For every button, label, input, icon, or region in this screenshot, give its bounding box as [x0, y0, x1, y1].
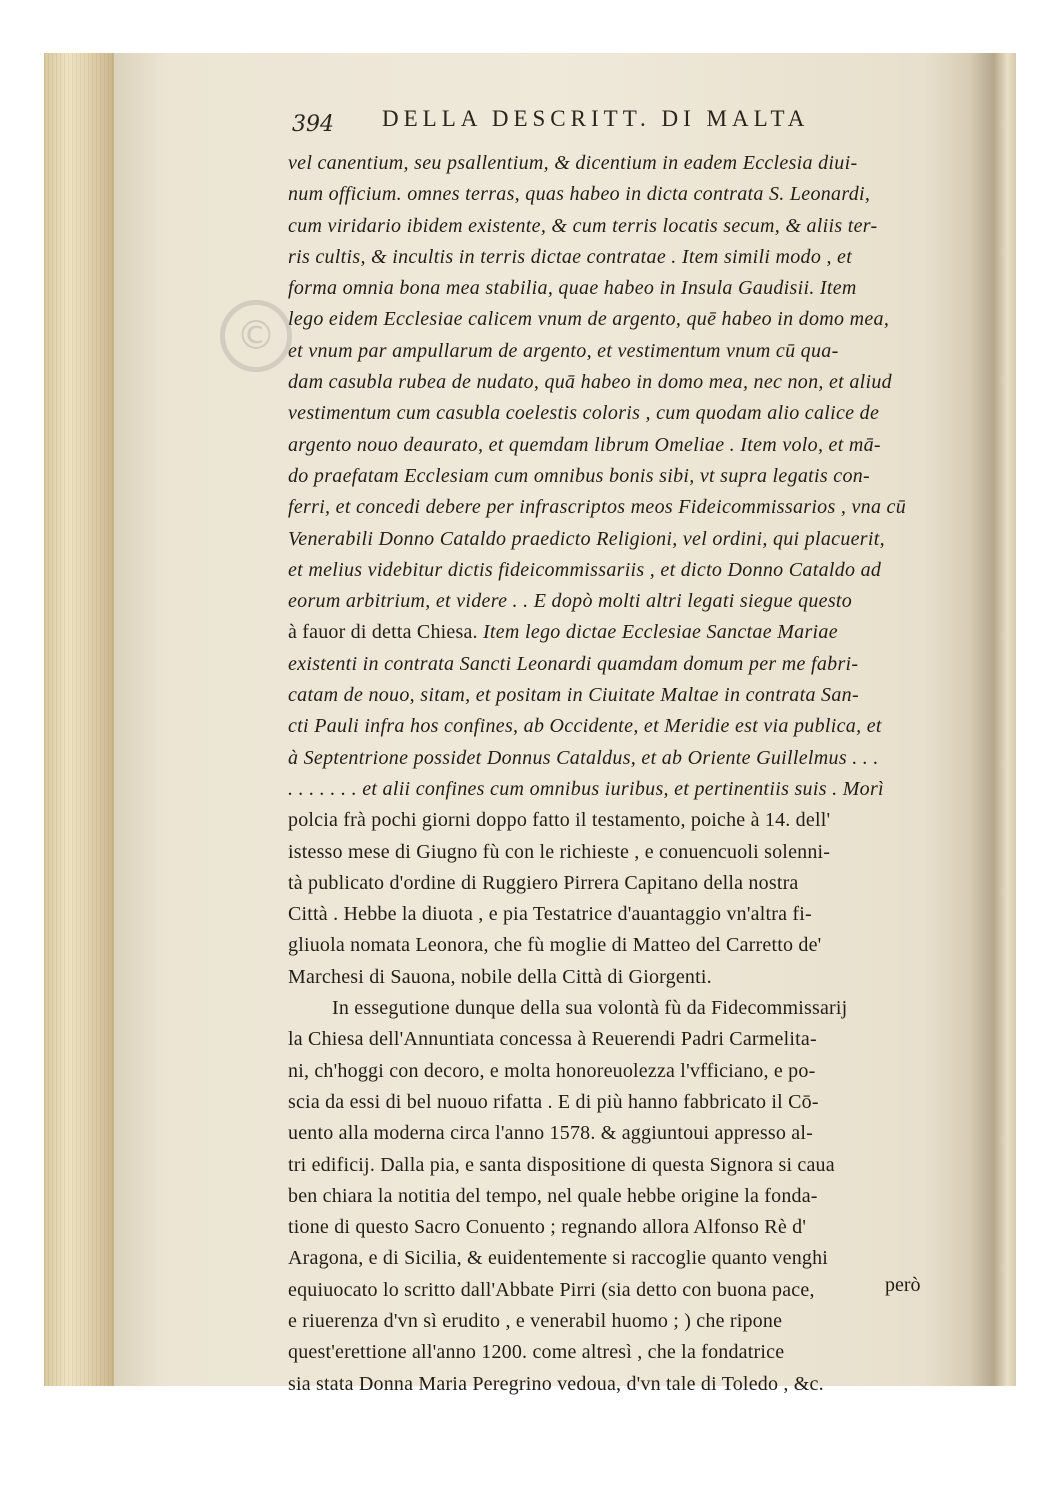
text-line: cum viridario ibidem existente, & cum terris locatis secum, & aliis ter-	[288, 214, 878, 237]
page-header	[292, 106, 892, 142]
text-line: equiuocato lo scritto dall'Abbate Pirri (sia detto con buona pace,	[288, 1278, 815, 1301]
text-line: Venerabili Donno Cataldo praedicto Religioni, vel ordini, qui placuerit,	[288, 527, 885, 550]
page-edge-texture	[44, 53, 114, 1386]
text-line: e riuerenza d'vn sì erudito , e venerabil huomo ; ) che ripone	[288, 1309, 783, 1332]
text-line: ferri, et concedi debere per infrascriptos meos Fideicommissarios , vna cū	[288, 496, 907, 519]
text-line-italic-part: Item lego dictae Ecclesiae Sanctae Mariae	[482, 621, 838, 644]
copyright-watermark-icon: ©	[220, 300, 292, 372]
running-title: DELLA DESCRITT. DI MALTA	[382, 106, 810, 131]
text-line: et melius videbitur dictis fideicommissariis , et dicto Donno Cataldo ad	[288, 558, 882, 581]
text-line: vestimentum cum casubla coelestis coloris , cum quodam alio calice de	[288, 402, 880, 425]
text-line: . . . . . . . et alii confines cum omnibus iuribus, et pertinentiis suis . Morì	[288, 777, 884, 800]
text-line: scia da essi di bel nuouo rifatta . E di più hanno fabbricato il Cō-	[288, 1090, 819, 1113]
text-line: num officium. omnes terras, quas habeo in dicta contrata S. Leonardi,	[288, 183, 871, 206]
text-line-roman-part: à fauor di detta Chiesa.	[288, 621, 483, 644]
text-line: et vnum par ampullarum de argento, et vestimentum vnum cū qua-	[288, 339, 839, 362]
text-line: quest'erettione all'anno 1200. come altresì , che la fondatrice	[288, 1341, 785, 1364]
text-line: ben chiara la notitia del tempo, nel quale hebbe origine la fonda-	[288, 1184, 818, 1207]
text-line: cti Pauli infra hos confines, ab Occidente, et Meridie est via publica, et	[288, 715, 882, 738]
text-line: à Septentrione possidet Donnus Cataldus, et ab Oriente Guillelmus . . .	[288, 746, 879, 769]
text-line: Aragona, e di Sicilia, & euidentemente si raccoglie quanto venghi	[288, 1247, 829, 1270]
text-line: tà publicato d'ordine di Ruggiero Pirrera Capitano della nostra	[288, 871, 799, 894]
text-line: argento nouo deaurato, et quemdam librum Omeliae . Item volo, et mā-	[288, 433, 881, 456]
text-line: catam de nouo, sitam, et positam in Ciuitate Maltae in contrata San-	[288, 684, 859, 707]
text-line: In essegutione dunque della sua volontà fù da Fidecommissarij	[332, 997, 848, 1020]
text-line: forma omnia bona mea stabilia, quae habeo in Insula Gaudisii. Item	[288, 277, 857, 300]
text-line: do praefatam Ecclesiam cum omnibus bonis sibi, vt supra legatis con-	[288, 464, 871, 487]
text-line: lego eidem Ecclesiae calicem vnum de argento, quē habeo in domo mea,	[288, 308, 890, 331]
text-line: eorum arbitrium, et videre . . E dopò molti altri legati siegue questo	[288, 590, 853, 613]
text-line: polcia frà pochi giorni doppo fatto il testamento, poiche à 14. dell'	[288, 809, 831, 832]
text-line: uento alla moderna circa l'anno 1578. & aggiuntoui appresso al-	[288, 1122, 813, 1145]
text-line: tri edificij. Dalla pia, e santa dispositione di questa Signora si caua	[288, 1153, 835, 1176]
text-line	[288, 617, 968, 648]
text-line: dam casubla rubea de nudato, quā habeo in domo mea, nec non, et aliud	[288, 371, 892, 394]
catchword: però	[885, 1274, 921, 1296]
text-line: sia stata Donna Maria Peregrino vedoua, d'vn tale di Toledo , &c.	[288, 1372, 824, 1395]
text-line: istesso mese di Giugno fù con le richieste , e conuencuoli solenni-	[288, 840, 831, 863]
text-line: tione di questo Sacro Conuento ; regnando allora Alfonso Rè d'	[288, 1216, 807, 1239]
text-line: ris cultis, & incultis in terris dictae contratae . Item simili modo , et	[288, 245, 853, 268]
page-body-text	[288, 148, 968, 1400]
page-number: 394	[292, 112, 334, 137]
text-line: Marchesi di Sauona, nobile della Città di Giorgenti.	[288, 965, 712, 988]
text-line: existenti in contrata Sancti Leonardi quamdam domum per me fabri-	[288, 652, 859, 675]
facing-page-edge	[994, 53, 1016, 1386]
text-line: gliuola nomata Leonora, che fù moglie di Matteo del Carretto de'	[288, 934, 822, 957]
text-line: ni, ch'hoggi con decoro, e molta honoreuolezza l'vfficiano, e po-	[288, 1059, 816, 1082]
text-line: Città . Hebbe la diuota , e pia Testatrice d'auantaggio vn'altra fi-	[288, 903, 812, 926]
text-line: vel canentium, seu psallentium, & dicentium in eadem Ecclesia diui-	[288, 152, 858, 174]
text-line: la Chiesa dell'Annuntiata concessa à Reuerendi Padri Carmelita-	[288, 1028, 817, 1051]
